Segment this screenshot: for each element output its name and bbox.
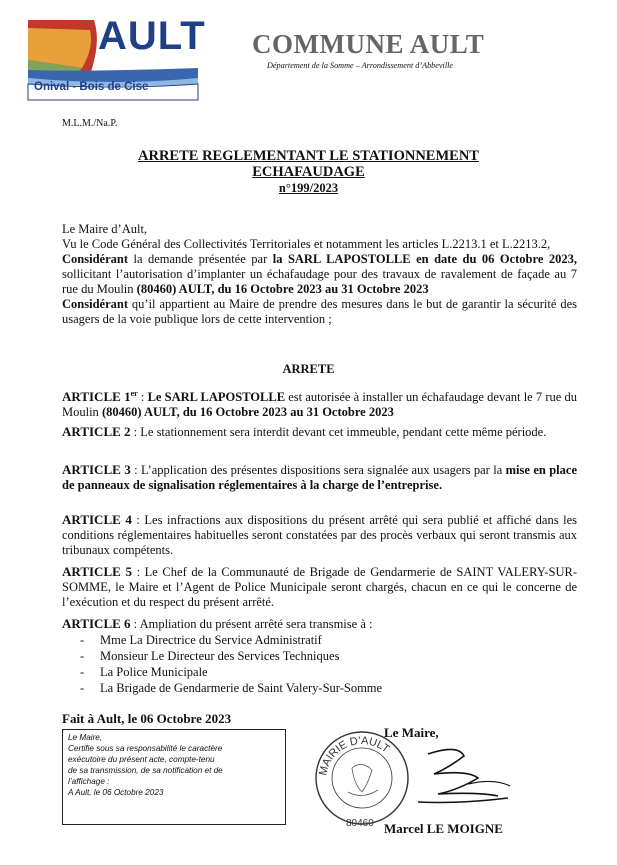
- article-sup: er: [130, 389, 138, 398]
- vu-paragraph: Vu le Code Général des Collectivités Territoriales et notamment les articles L.2213.1 et L.2213.2,: [62, 237, 551, 251]
- article-label: ARTICLE 2: [62, 424, 131, 439]
- signer-name: Marcel LE MOIGNE: [384, 821, 503, 836]
- certification-line: exécutoire du présent acte, compte-tenu: [68, 755, 215, 764]
- certification-line: l’affichage :: [68, 777, 110, 786]
- considerant-text: qu’il appartient au Maire de prendre des mesures dans le but de garantir la sécurité des usagers de la voie publique lors de cette intervention ;: [62, 297, 577, 326]
- considerant-text: la demande présentée par: [127, 252, 273, 266]
- considerant-paragraph-1: [62, 252, 577, 297]
- article-label: ARTICLE 6: [62, 616, 131, 631]
- considerant-label: Considérant: [62, 252, 128, 266]
- considerant-bold: (80460) AULT, du 16 Octobre 2023 au 31 Octobre 2023: [136, 282, 429, 296]
- stamp-top-text: MAIRIE D’AULT: [317, 734, 392, 777]
- article-5: [62, 564, 577, 610]
- svg-text:MAIRIE D’AULT: [317, 735, 392, 777]
- recipient-list: [62, 632, 577, 696]
- stamp-bottom-text: 80460: [346, 818, 374, 829]
- considerant-text: sollicitant l’autorisation d’implanter un échafaudage pour des travaux de ravalement de façade au 7 rue du Moulin: [62, 267, 577, 296]
- decree-number: n°199/2023: [278, 181, 339, 195]
- list-item: - La Brigade de Gendarmerie de Saint Valery-Sur-Somme: [62, 680, 577, 696]
- maire-line: Le Maire d’Ault,: [62, 222, 148, 236]
- article-label: ARTICLE 4: [62, 512, 132, 527]
- decree-title-line1: ARRETE REGLEMENTANT LE STATIONNEMENT: [138, 148, 479, 164]
- commune-title: COMMUNE AULT: [252, 29, 485, 59]
- certification-box: [62, 729, 286, 825]
- department-line: Département de la Somme – Arrondissement d’Abbeville: [267, 61, 453, 70]
- list-item: - Mme La Directrice du Service Administratif: [62, 632, 577, 648]
- article-text: : Ampliation du présent arrêté sera transmise à :: [130, 617, 373, 631]
- certification-line: Le Maire,: [68, 733, 103, 742]
- logo-wordmark: AULT: [98, 14, 206, 58]
- article-1: [62, 386, 577, 420]
- article-bold: (80460) AULT, du 16 Octobre 2023 au 31 Octobre 2023: [101, 405, 394, 420]
- logo-subtitle: Onival - Bois de Cise: [34, 81, 149, 93]
- document-reference: M.L.M./Na.P.: [62, 118, 118, 129]
- list-item: - Monsieur Le Directeur des Services Techniques: [62, 648, 577, 664]
- article-4: [62, 512, 577, 558]
- article-text: : L’application des présentes dispositions sera signalée aux usagers par la: [130, 463, 506, 477]
- certification-line: de sa transmission, de sa notification et de: [68, 766, 223, 775]
- maire-label: Le Maire,: [384, 725, 439, 740]
- article-text: : Les infractions aux dispositions du présent arrêté qui sera publié et affiché dans les conditions réglementaires habituelles seront constatées par des procès verbaux qui seront transmis aux tribunaux compétents.: [62, 513, 577, 557]
- article-bold: mise en place de panneaux de signalisation réglementaires à la charge de l’entreprise.: [62, 463, 577, 492]
- preamble: [62, 222, 577, 327]
- article-text: : Le stationnement sera interdit devant cet immeuble, pendant cette même période.: [130, 425, 547, 439]
- article-6: [62, 616, 577, 696]
- considerant-paragraph-2: [62, 297, 577, 327]
- place-date-line: Fait à Ault, le 06 Octobre 2023: [62, 711, 232, 726]
- article-text: est autorisée à installer un échafaudage devant le 7 rue du Moulin: [62, 390, 578, 420]
- list-item: - La Police Municipale: [62, 664, 577, 680]
- decree-title-line2: ECHAFAUDAGE: [252, 164, 365, 180]
- certification-line: Certifie sous sa responsabilité le caractère: [68, 744, 223, 753]
- article-bold: Le SARL LAPOSTOLLE: [147, 390, 286, 405]
- considerant-label: Considérant: [62, 297, 128, 311]
- handwritten-signature: [398, 734, 524, 824]
- article-text: : Le Chef de la Communauté de Brigade de Gendarmerie de SAINT VALERY-SUR-SOMME, le Maire et l’Agent de Police Municipale seront chargés, chacun en ce qui le concerne de l’exécution et du respect du présent arrêté.: [62, 565, 578, 609]
- considerant-bold: la SARL LAPOSTOLLE en date du 06 Octobre 2023,: [272, 252, 577, 266]
- article-label: ARTICLE 5: [62, 564, 132, 579]
- article-2: [62, 424, 577, 440]
- article-label: ARTICLE 1: [62, 389, 131, 405]
- certification-line: A Ault, le 06 Octobre 2023: [68, 788, 164, 797]
- article-label: ARTICLE 3: [62, 462, 131, 477]
- arrete-heading: ARRETE: [282, 362, 335, 376]
- article-3: [62, 462, 577, 493]
- article-text: :: [137, 390, 148, 405]
